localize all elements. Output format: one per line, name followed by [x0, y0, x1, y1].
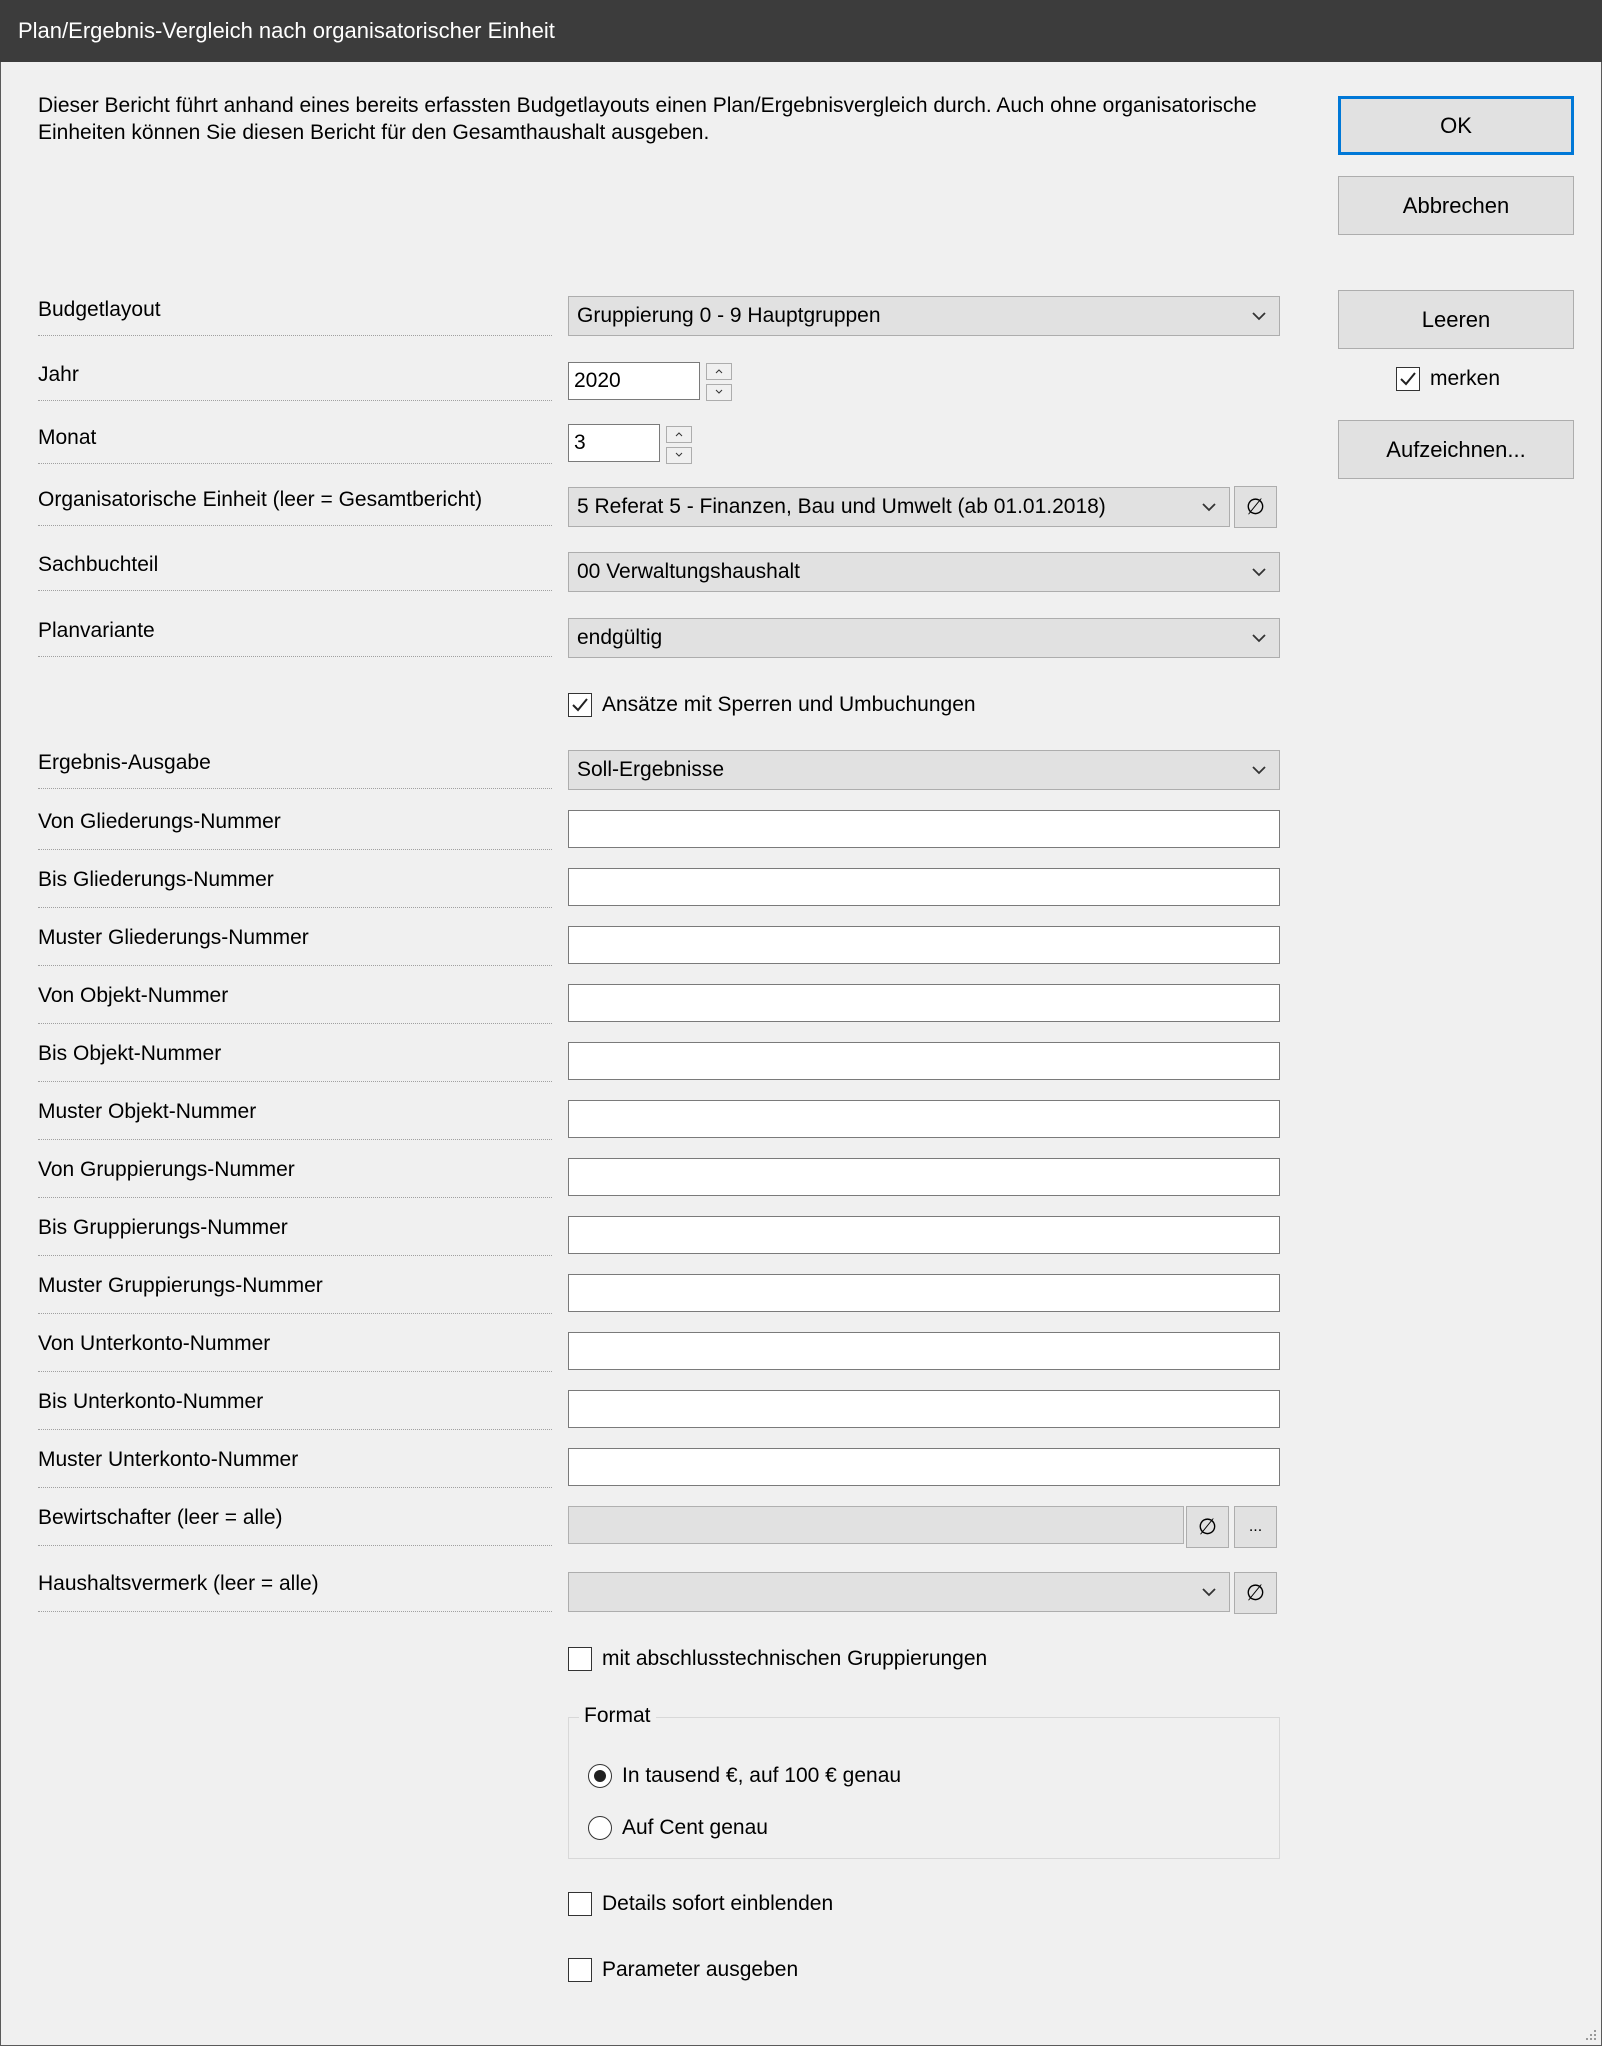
org-einheit-value: 5 Referat 5 - Finanzen, Bau und Umwelt (ab 01.01.2018) — [577, 495, 1106, 518]
checkbox-box[interactable] — [568, 693, 592, 717]
jahr-label: Jahr — [38, 361, 552, 401]
parameter-checkbox[interactable] — [568, 1958, 798, 1982]
details-checkbox[interactable] — [568, 1892, 833, 1916]
budgetlayout-select[interactable] — [568, 296, 1280, 336]
spin-down-icon — [674, 451, 684, 459]
parameter-label: Parameter ausgeben — [602, 1958, 799, 1981]
checkmark-icon — [570, 695, 590, 715]
spin-down-icon — [714, 388, 724, 396]
org-einheit-clear-button[interactable] — [1234, 486, 1277, 528]
haushaltsvermerk-label: Haushaltsvermerk (leer = alle) — [38, 1570, 552, 1612]
ok-button[interactable]: OK — [1338, 96, 1574, 155]
chevron-down-icon — [1249, 562, 1269, 582]
sachbuchteil-label: Sachbuchteil — [38, 551, 552, 591]
budgetlayout-value: Gruppierung 0 - 9 Hauptgruppen — [577, 304, 881, 327]
muster-gliederung-input[interactable] — [568, 926, 1280, 964]
jahr-spin-down[interactable] — [706, 384, 732, 401]
bewirtschafter-input[interactable] — [568, 1506, 1184, 1544]
checkbox-box[interactable] — [1396, 367, 1420, 391]
ansaetze-label: Ansätze mit Sperren und Umbuchungen — [602, 693, 976, 716]
budgetlayout-label: Budgetlayout — [38, 296, 552, 336]
resize-grip-icon[interactable] — [1584, 2028, 1598, 2042]
spin-up-icon — [714, 367, 724, 375]
spin-up-icon — [674, 430, 684, 438]
bis-gliederung-input[interactable] — [568, 868, 1280, 906]
checkbox-box[interactable] — [568, 1647, 592, 1671]
bis-gliederung-label: Bis Gliederungs-Nummer — [38, 866, 552, 908]
jahr-spin-up[interactable] — [706, 363, 732, 380]
window-title: Plan/Ergebnis-Vergleich nach organisatorischer Einheit — [18, 18, 555, 43]
monat-label: Monat — [38, 424, 552, 464]
muster-unterkonto-label: Muster Unterkonto-Nummer — [38, 1446, 552, 1488]
ergebnis-ausgabe-select[interactable] — [568, 750, 1280, 790]
chevron-down-icon — [1249, 760, 1269, 780]
remember-checkbox[interactable] — [1396, 367, 1500, 391]
muster-gliederung-label: Muster Gliederungs-Nummer — [38, 924, 552, 966]
bis-gruppierung-input[interactable] — [568, 1216, 1280, 1254]
haushaltsvermerk-clear-button[interactable] — [1234, 1572, 1277, 1614]
monat-input[interactable]: 3 — [568, 424, 660, 462]
cancel-button[interactable]: Abbrechen — [1338, 176, 1574, 235]
muster-unterkonto-input[interactable] — [568, 1448, 1280, 1486]
bis-objekt-label: Bis Objekt-Nummer — [38, 1040, 552, 1082]
von-objekt-input[interactable] — [568, 984, 1280, 1022]
bis-unterkonto-input[interactable] — [568, 1390, 1280, 1428]
radio-circle[interactable] — [588, 1764, 612, 1788]
format-option-label: In tausend €, auf 100 € genau — [622, 1764, 902, 1787]
chevron-down-icon — [1249, 306, 1269, 326]
format-legend: Format — [579, 1704, 656, 1728]
bis-gruppierung-label: Bis Gruppierungs-Nummer — [38, 1214, 552, 1256]
ergebnis-ausgabe-value: Soll-Ergebnisse — [577, 758, 725, 781]
abschluss-checkbox[interactable] — [568, 1647, 987, 1671]
format-radio-thousand[interactable] — [588, 1764, 901, 1788]
org-einheit-select[interactable] — [568, 487, 1230, 527]
von-unterkonto-input[interactable] — [568, 1332, 1280, 1370]
monat-spin-down[interactable] — [666, 447, 692, 464]
abschluss-label: mit abschlusstechnischen Gruppierungen — [602, 1647, 988, 1670]
details-label: Details sofort einblenden — [602, 1892, 834, 1915]
sachbuchteil-select[interactable] — [568, 552, 1280, 592]
radio-dot — [594, 1770, 606, 1782]
planvariante-label: Planvariante — [38, 617, 552, 657]
bis-unterkonto-label: Bis Unterkonto-Nummer — [38, 1388, 552, 1430]
clear-icon: ∅ — [1245, 494, 1266, 519]
von-gruppierung-input[interactable] — [568, 1158, 1280, 1196]
von-gliederung-input[interactable] — [568, 810, 1280, 848]
format-radio-cent[interactable] — [588, 1816, 768, 1840]
von-objekt-label: Von Objekt-Nummer — [38, 982, 552, 1024]
remember-label: merken — [1430, 367, 1501, 390]
chevron-down-icon — [1199, 497, 1219, 517]
ansaetze-checkbox[interactable] — [568, 693, 976, 717]
org-einheit-label: Organisatorische Einheit (leer = Gesamtbericht) — [38, 486, 552, 526]
checkbox-box[interactable] — [568, 1958, 592, 1982]
ergebnis-ausgabe-label: Ergebnis-Ausgabe — [38, 749, 552, 789]
muster-objekt-label: Muster Objekt-Nummer — [38, 1098, 552, 1140]
description-text: Dieser Bericht führt anhand eines bereits erfassten Budgetlayouts einen Plan/Ergebnisvergleich durch. Auch ohne organisatorische Einheiten können Sie diesen Bericht für den Gesamthaushalt ausgeben. — [38, 94, 1257, 144]
von-unterkonto-label: Von Unterkonto-Nummer — [38, 1330, 552, 1372]
format-option-label: Auf Cent genau — [622, 1816, 768, 1839]
clear-button[interactable]: Leeren — [1338, 290, 1574, 349]
record-button[interactable]: Aufzeichnen... — [1338, 420, 1574, 479]
bis-objekt-input[interactable] — [568, 1042, 1280, 1080]
chevron-down-icon — [1199, 1582, 1219, 1602]
checkbox-box[interactable] — [568, 1892, 592, 1916]
title-bar — [0, 0, 1602, 62]
von-gruppierung-label: Von Gruppierungs-Nummer — [38, 1156, 552, 1198]
chevron-down-icon — [1249, 628, 1269, 648]
jahr-input[interactable]: 2020 — [568, 362, 700, 400]
bewirtschafter-label: Bewirtschafter (leer = alle) — [38, 1504, 552, 1546]
monat-spin-up[interactable] — [666, 426, 692, 443]
von-gliederung-label: Von Gliederungs-Nummer — [38, 808, 552, 850]
muster-objekt-input[interactable] — [568, 1100, 1280, 1138]
sachbuchteil-value: 00 Verwaltungshaushalt — [577, 560, 800, 583]
checkmark-icon — [1398, 369, 1418, 389]
bewirtschafter-clear-button[interactable] — [1186, 1506, 1229, 1548]
radio-circle[interactable] — [588, 1816, 612, 1840]
haushaltsvermerk-select[interactable] — [568, 1572, 1230, 1612]
bewirtschafter-browse-button[interactable] — [1234, 1506, 1277, 1548]
clear-icon: ∅ — [1245, 1580, 1266, 1605]
planvariante-select[interactable] — [568, 618, 1280, 658]
planvariante-value: endgültig — [577, 626, 663, 649]
clear-icon: ∅ — [1197, 1514, 1218, 1539]
ellipsis-icon: ... — [1248, 1518, 1263, 1535]
muster-gruppierung-label: Muster Gruppierungs-Nummer — [38, 1272, 552, 1314]
muster-gruppierung-input[interactable] — [568, 1274, 1280, 1312]
